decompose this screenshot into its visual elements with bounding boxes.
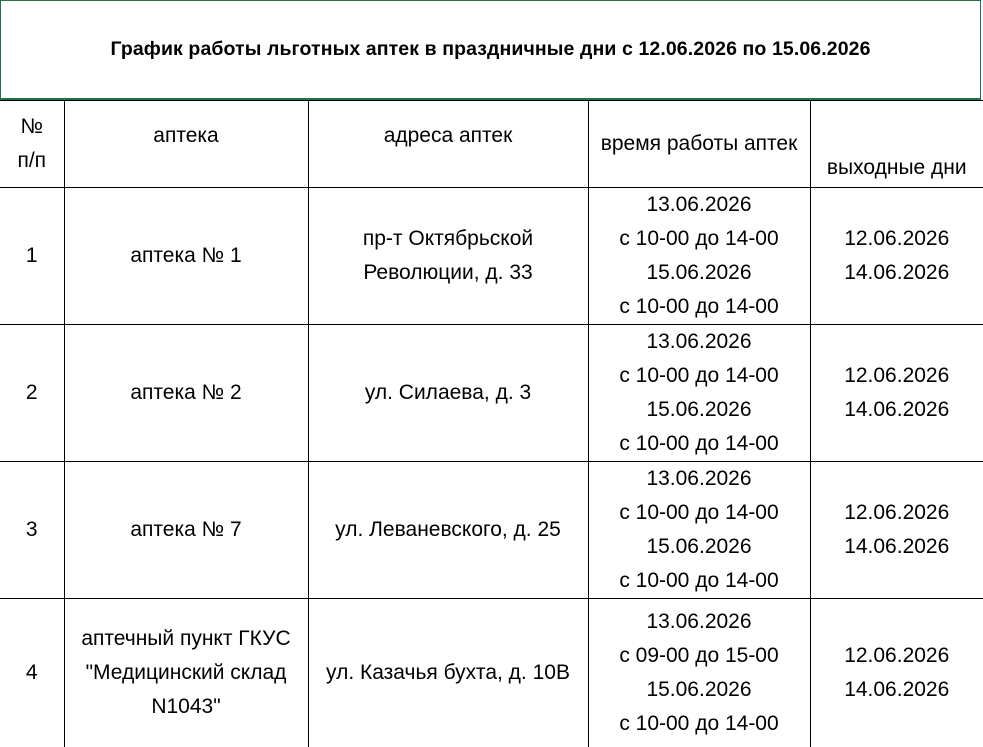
schedule-table (0, 100, 983, 747)
days-off-line: 12.06.2026 (811, 359, 983, 393)
pharmacy-name-line: аптека № 1 (65, 239, 308, 273)
working-hours (588, 188, 810, 325)
days-off (810, 188, 983, 325)
pharmacy-name (64, 325, 308, 462)
working-hours-line: 13.06.2026 (589, 605, 810, 639)
days-off (810, 325, 983, 462)
header-num-line1: № (0, 110, 64, 144)
row-number: 4 (0, 599, 64, 747)
days-off-line: 12.06.2026 (811, 222, 983, 256)
title-cell (0, 0, 981, 100)
working-hours-line: с 10-00 до 14-00 (589, 707, 810, 741)
working-hours-line: 13.06.2026 (589, 462, 810, 496)
pharmacy-address (308, 188, 588, 325)
working-hours-line: 13.06.2026 (589, 325, 810, 359)
pharmacy-name-line: "Медицинский склад (65, 656, 308, 690)
days-off-line: 14.06.2026 (811, 530, 983, 564)
working-hours-line: 15.06.2026 (589, 393, 810, 427)
days-off-line: 12.06.2026 (811, 496, 983, 530)
header-num (0, 101, 64, 188)
pharmacy-name (64, 462, 308, 599)
working-hours (588, 325, 810, 462)
pharmacy-address-line: ул. Казачья бухта, д. 10В (309, 656, 588, 690)
working-hours-line: с 10-00 до 14-00 (589, 290, 810, 324)
pharmacy-name-line: аптечный пункт ГКУС (65, 622, 308, 656)
working-hours-line: 15.06.2026 (589, 673, 810, 707)
pharmacy-address-line: ул. Леваневского, д. 25 (309, 513, 588, 547)
table-row (0, 325, 983, 462)
pharmacy-name-line: N1043" (65, 690, 308, 724)
pharmacy-name (64, 188, 308, 325)
pharmacy-address-line: пр-т Октябрьской (309, 222, 588, 256)
working-hours-line: с 09-00 до 15-00 (589, 639, 810, 673)
header-num-line2: п/п (0, 144, 64, 178)
working-hours-line: 15.06.2026 (589, 530, 810, 564)
pharmacy-name-line: аптека № 2 (65, 376, 308, 410)
pharmacy-address (308, 325, 588, 462)
working-hours-line: с 10-00 до 14-00 (589, 496, 810, 530)
header-hours: время работы аптек (588, 101, 810, 188)
row-number: 2 (0, 325, 64, 462)
header-address: адреса аптек (308, 101, 588, 188)
pharmacy-name-line: аптека № 7 (65, 513, 308, 547)
working-hours-line: 13.06.2026 (589, 188, 810, 222)
working-hours-line: 15.06.2026 (589, 256, 810, 290)
pharmacy-address-line: Революции, д. 33 (309, 256, 588, 290)
table-body (0, 188, 983, 747)
working-hours-line: с 10-00 до 14-00 (589, 359, 810, 393)
row-number: 3 (0, 462, 64, 599)
days-off-line: 14.06.2026 (811, 393, 983, 427)
header-days-off: выходные дни (810, 101, 983, 188)
days-off (810, 462, 983, 599)
days-off-line: 14.06.2026 (811, 673, 983, 707)
page-title: График работы льготных аптек в праздничные дни с 12.06.2026 по 15.06.2026 (110, 38, 870, 61)
working-hours-line: с 10-00 до 14-00 (589, 427, 810, 461)
days-off-line: 12.06.2026 (811, 639, 983, 673)
days-off-line: 14.06.2026 (811, 256, 983, 290)
table-row (0, 188, 983, 325)
header-row (0, 101, 983, 188)
table-row (0, 462, 983, 599)
row-number: 1 (0, 188, 64, 325)
working-hours-line: с 10-00 до 14-00 (589, 564, 810, 598)
working-hours-line: с 10-00 до 14-00 (589, 222, 810, 256)
pharmacy-address (308, 462, 588, 599)
header-pharmacy: аптека (64, 101, 308, 188)
working-hours (588, 462, 810, 599)
pharmacy-address-line: ул. Силаева, д. 3 (309, 376, 588, 410)
